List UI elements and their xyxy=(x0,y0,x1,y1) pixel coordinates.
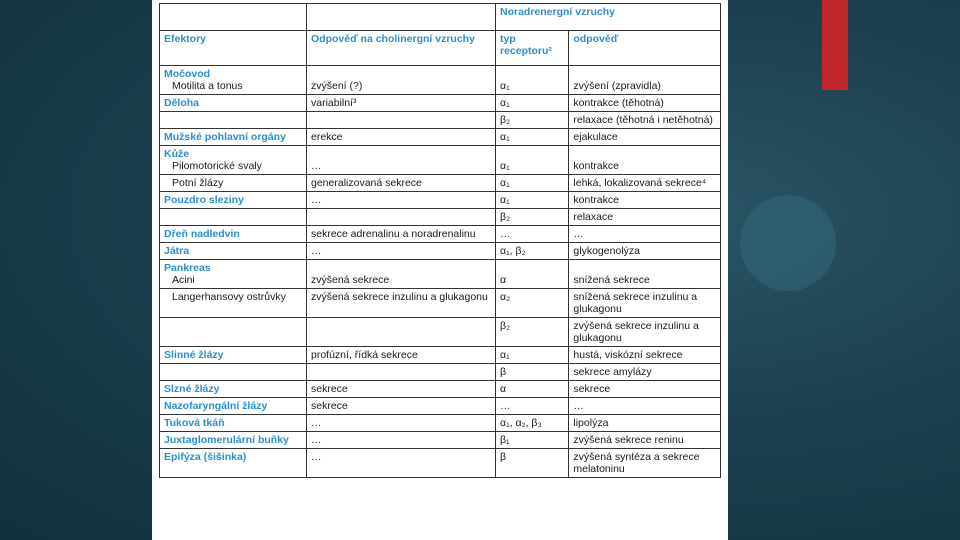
organ-label: Slinné žlázy xyxy=(164,349,224,361)
table-row xyxy=(160,398,721,415)
organ-label: Tuková tkáň xyxy=(164,417,225,429)
receptor-type-cell: α xyxy=(496,260,569,289)
effector-cell xyxy=(160,260,307,289)
receptor-type-cell: … xyxy=(496,398,569,415)
header-row xyxy=(160,31,721,66)
cholinergic-response-cell: … xyxy=(307,192,496,209)
cholinergic-response-cell: profúzní, řídká sekrece xyxy=(307,347,496,364)
cholinergic-response-cell: … xyxy=(307,449,496,478)
table-row xyxy=(160,449,721,478)
noradrenergic-response-cell: sekrece amylázy xyxy=(569,364,721,381)
effector-cell xyxy=(160,243,307,260)
table-row xyxy=(160,415,721,432)
table-row xyxy=(160,243,721,260)
sub-effector-label: Acini xyxy=(172,274,195,286)
effector-cell xyxy=(160,432,307,449)
noradrenergic-response-cell: relaxace (těhotná i netěhotná) xyxy=(569,112,721,129)
header-noradrenergic: Noradrenergní vzruchy xyxy=(496,4,721,31)
cholinergic-response-cell: … xyxy=(307,146,496,175)
receptor-type-cell: α₁ xyxy=(496,192,569,209)
decorative-circle xyxy=(740,195,836,291)
cholinergic-response-cell xyxy=(307,364,496,381)
table-row xyxy=(160,209,721,226)
noradrenergic-response-cell: snížená sekrece inzulinu a glukagonu xyxy=(569,289,721,318)
effector-cell xyxy=(160,129,307,146)
document-page xyxy=(152,0,728,540)
effector-cell xyxy=(160,398,307,415)
effector-cell xyxy=(160,95,307,112)
table-row xyxy=(160,364,721,381)
noradrenergic-response-cell: relaxace xyxy=(569,209,721,226)
receptor-type-cell: α₁, β₂ xyxy=(496,243,569,260)
noradrenergic-response-cell: zvýšená sekrece inzulinu a glukagonu xyxy=(569,318,721,347)
cholinergic-response-cell: … xyxy=(307,243,496,260)
receptor-type-cell: α₁ xyxy=(496,95,569,112)
effector-cell xyxy=(160,347,307,364)
cholinergic-response-cell: … xyxy=(307,415,496,432)
effector-cell xyxy=(160,381,307,398)
receptor-type-cell: α xyxy=(496,381,569,398)
table-row xyxy=(160,347,721,364)
table-row xyxy=(160,95,721,112)
receptor-type-cell: β xyxy=(496,449,569,478)
cholinergic-response-cell: zvýšená sekrece xyxy=(307,260,496,289)
organ-label: Pankreas xyxy=(164,262,211,274)
effector-cell xyxy=(160,175,307,192)
effector-cell xyxy=(160,415,307,432)
accent-bar xyxy=(822,0,848,90)
organ-label: Epifýza (šišinka) xyxy=(164,451,247,463)
effector-cell xyxy=(160,112,307,129)
cholinergic-response-cell: sekrece xyxy=(307,381,496,398)
sub-effector-label: Pilomotorické svaly xyxy=(172,160,262,172)
organ-label: Kůže xyxy=(164,148,190,160)
table-row xyxy=(160,318,721,347)
noradrenergic-response-cell: zvýšená syntéza a sekrece melatoninu xyxy=(569,449,721,478)
noradrenergic-response-cell: kontrakce xyxy=(569,146,721,175)
organ-label: Děloha xyxy=(164,97,200,109)
cholinergic-response-cell: … xyxy=(307,432,496,449)
organ-label: Pouzdro sleziny xyxy=(164,194,244,206)
effector-cell xyxy=(160,449,307,478)
sub-effector-label: Langerhansovy ostrůvky xyxy=(172,291,286,303)
table-row xyxy=(160,66,721,95)
receptor-type-cell: α₁ xyxy=(496,347,569,364)
noradrenergic-response-cell: ejakulace xyxy=(569,129,721,146)
header-receptor-type: typ receptoru² xyxy=(496,31,569,66)
cholinergic-response-cell: generalizovaná sekrece xyxy=(307,175,496,192)
cholinergic-response-cell: sekrece adrenalinu a noradrenalinu xyxy=(307,226,496,243)
header-effectors: Efektory xyxy=(160,31,307,66)
effector-cell xyxy=(160,289,307,318)
table-row xyxy=(160,381,721,398)
effector-cell xyxy=(160,318,307,347)
noradrenergic-response-cell: kontrakce xyxy=(569,192,721,209)
effector-cell xyxy=(160,146,307,175)
cholinergic-response-cell: zvýšená sekrece inzulinu a glukagonu xyxy=(307,289,496,318)
effector-cell xyxy=(160,66,307,95)
organ-label: Juxtaglomerulární buňky xyxy=(164,434,289,446)
noradrenergic-response-cell: … xyxy=(569,226,721,243)
effector-table xyxy=(159,3,721,478)
header-empty-1 xyxy=(160,4,307,31)
noradrenergic-response-cell: zvýšení (zpravidla) xyxy=(569,66,721,95)
noradrenergic-response-cell: zvýšená sekrece reninu xyxy=(569,432,721,449)
receptor-type-cell: α₁ xyxy=(496,66,569,95)
effector-cell xyxy=(160,226,307,243)
cholinergic-response-cell: sekrece xyxy=(307,398,496,415)
noradrenergic-response-cell: snížená sekrece xyxy=(569,260,721,289)
header-empty-2 xyxy=(307,4,496,31)
organ-label: Močovod xyxy=(164,68,211,80)
organ-label: Slzné žlázy xyxy=(164,383,220,395)
cholinergic-response-cell xyxy=(307,112,496,129)
header-row-top xyxy=(160,4,721,31)
effector-cell xyxy=(160,209,307,226)
sub-effector-label: Potní žlázy xyxy=(172,177,224,189)
noradrenergic-response-cell: hustá, viskózní sekrece xyxy=(569,347,721,364)
cholinergic-response-cell: erekce xyxy=(307,129,496,146)
table-row xyxy=(160,192,721,209)
receptor-type-cell: β xyxy=(496,364,569,381)
header-cholinergic: Odpověď na cholinergní vzruchy xyxy=(307,31,496,66)
receptor-type-cell: β₂ xyxy=(496,209,569,226)
cholinergic-response-cell: variabilní³ xyxy=(307,95,496,112)
effector-cell xyxy=(160,364,307,381)
receptor-type-cell: α₁, α₂, β₃ xyxy=(496,415,569,432)
effector-cell xyxy=(160,192,307,209)
noradrenergic-response-cell: glykogenolýza xyxy=(569,243,721,260)
table-row xyxy=(160,129,721,146)
noradrenergic-response-cell: sekrece xyxy=(569,381,721,398)
cholinergic-response-cell xyxy=(307,209,496,226)
receptor-type-cell: β₁ xyxy=(496,432,569,449)
table-row xyxy=(160,289,721,318)
receptor-type-cell: α₁ xyxy=(496,146,569,175)
table-row xyxy=(160,226,721,243)
cholinergic-response-cell: zvýšení (?) xyxy=(307,66,496,95)
organ-label: Nazofaryngální žlázy xyxy=(164,400,268,412)
organ-label: Dřeň nadledvin xyxy=(164,228,240,240)
table-row xyxy=(160,432,721,449)
receptor-type-cell: β₂ xyxy=(496,318,569,347)
receptor-type-cell: β₂ xyxy=(496,112,569,129)
table-row xyxy=(160,260,721,289)
noradrenergic-response-cell: lehká, lokalizovaná sekrece⁴ xyxy=(569,175,721,192)
table-row xyxy=(160,175,721,192)
receptor-type-cell: α₂ xyxy=(496,289,569,318)
noradrenergic-response-cell: kontrakce (těhotná) xyxy=(569,95,721,112)
organ-label: Mužské pohlavní orgány xyxy=(164,131,286,143)
sub-effector-label: Motilita a tonus xyxy=(172,80,243,92)
table-row xyxy=(160,146,721,175)
receptor-type-cell: α₁ xyxy=(496,175,569,192)
table-row xyxy=(160,112,721,129)
header-response: odpověď xyxy=(569,31,721,66)
noradrenergic-response-cell: lipolýza xyxy=(569,415,721,432)
organ-label: Játra xyxy=(164,245,190,257)
receptor-type-cell: … xyxy=(496,226,569,243)
noradrenergic-response-cell: … xyxy=(569,398,721,415)
receptor-type-cell: α₁ xyxy=(496,129,569,146)
cholinergic-response-cell xyxy=(307,318,496,347)
